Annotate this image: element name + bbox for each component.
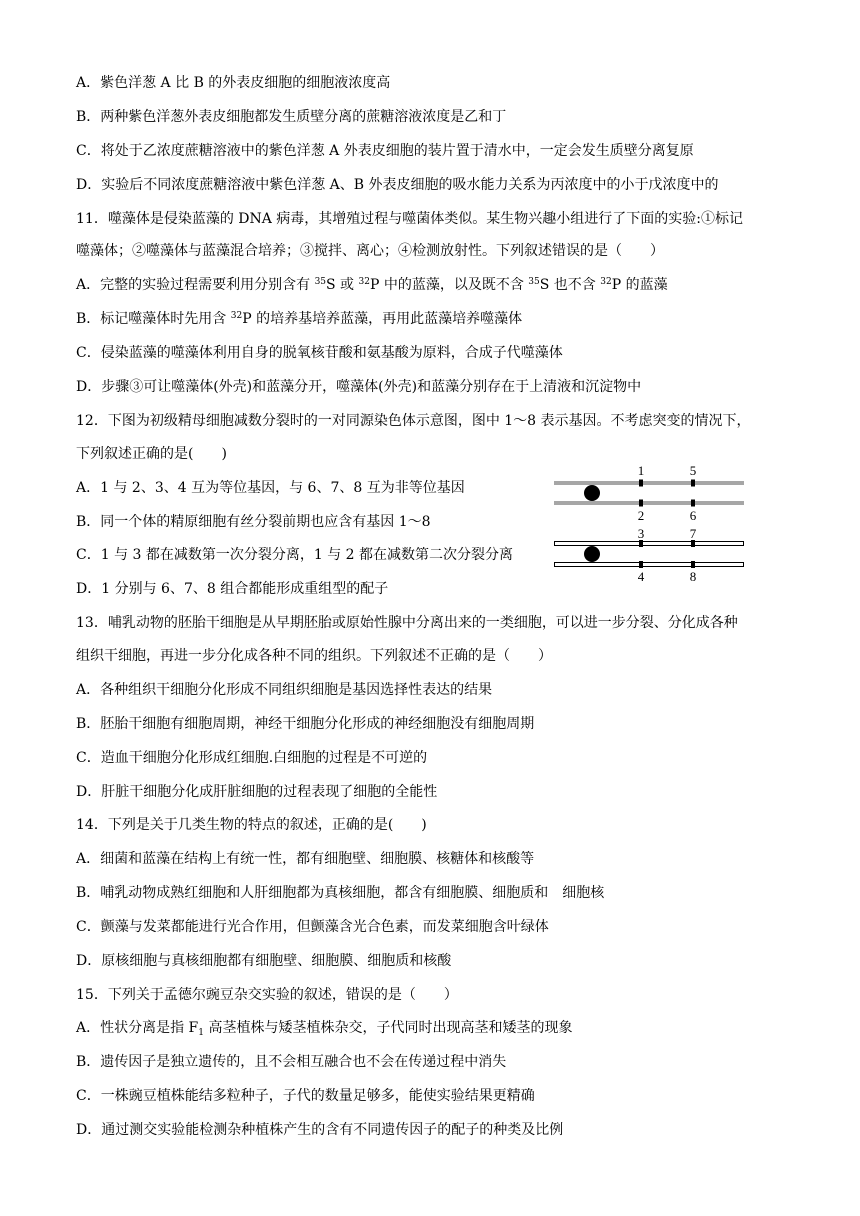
gene-mark-4 (639, 561, 643, 568)
chromatid-upper-2 (554, 501, 744, 505)
gene-mark-1 (639, 480, 643, 487)
q10-option-c: C．将处于乙浓度蔗糖溶液中的紫色洋葱 A 外表皮细胞的装片置于清水中，一定会发生质壁分离复原 (76, 143, 694, 159)
q11-option-b (76, 309, 522, 329)
gene-label-8: 8 (689, 569, 697, 584)
chromosome-diagram (552, 460, 752, 586)
q14-option-a: A．细菌和蓝藻在结构上有统一性，都有细胞壁、细胞膜、核糖体和核酸等 (76, 851, 535, 867)
q11-option-a-text5: P 的蓝藻 (611, 277, 668, 293)
isotope-mass-number: 32 (230, 311, 243, 321)
isotope-mass-number: 35 (528, 277, 540, 287)
gene-mark-7 (691, 540, 695, 547)
chromatid-lower-1 (555, 542, 744, 546)
gene-mark-6 (691, 500, 695, 507)
q12-option-b: B．同一个体的精原细胞有丝分裂前期也应含有基因 1～8 (76, 514, 431, 530)
homologous-chromosome-figure (552, 460, 752, 586)
isotope-mass-number: 35 (314, 277, 327, 287)
q13-option-a: A．各种组织干细胞分化形成不同组织细胞是基因选择性表达的结果 (76, 682, 493, 698)
q11-option-a-text2: S 或 (326, 277, 359, 293)
chromatid-upper-1 (554, 481, 744, 485)
isotope-mass-number: 32 (600, 277, 612, 287)
q15-stem: 15．下列关于孟德尔豌豆杂交实验的叙述，错误的是（ ） (76, 987, 458, 1003)
q13-stem-line2: 组织干细胞，再进一步分化成各种不同的组织。下列叙述不正确的是（ ） (76, 648, 552, 664)
q12-stem-line1: 12．下图为初级精母细胞减数分裂时的一对同源染色体示意图，图中 1～8 表示基因。不考虑突变的情况下， (76, 413, 751, 429)
gene-mark-3 (639, 540, 643, 547)
gene-mark-5 (691, 480, 695, 487)
q15-option-a-text1: A．性状分离是指 F (76, 1020, 199, 1036)
gene-label-7: 7 (689, 526, 697, 541)
f1-subscript: 1 (198, 1028, 205, 1038)
q14-stem: 14．下列是关于几类生物的特点的叙述，正确的是( ) (76, 817, 427, 833)
q10-option-b: B．两种紫色洋葱外表皮细胞都发生质壁分离的蔗糖溶液浓度是乙和丁 (76, 109, 507, 125)
gene-label-1: 1 (637, 463, 645, 478)
q11-option-d: D．步骤③可让噬藻体(外壳)和蓝藻分开，噬藻体(外壳)和蓝藻分别存在于上清液和沉淀物中 (76, 379, 642, 395)
q11-stem-line2: 噬藻体；②噬藻体与蓝藻混合培养；③搅拌、离心；④检测放射性。下列叙述错误的是（ ） (76, 243, 664, 259)
q14-option-c: C．颤藻与发菜都能进行光合作用，但颤藻含光合色素，而发菜细胞含叶绿体 (76, 919, 549, 935)
centromere-upper (584, 485, 600, 501)
gene-label-2: 2 (637, 508, 645, 523)
q13-option-b: B．胚胎干细胞有细胞周期，神经干细胞分化形成的神经细胞没有细胞周期 (76, 716, 535, 732)
q14-option-b: B．哺乳动物成熟红细胞和人肝细胞都为真核细胞，都含有细胞膜、细胞质和 细胞核 (76, 885, 605, 901)
gene-label-5: 5 (689, 463, 697, 478)
q10-option-a: A．紫色洋葱 A 比 B 的外表皮细胞的细胞液浓度高 (76, 75, 391, 91)
q14-option-d: D．原核细胞与真核细胞都有细胞壁、细胞膜、细胞质和核酸 (76, 953, 452, 969)
q13-stem-line1: 13．哺乳动物的胚胎干细胞是从早期胚胎或原始性腺中分离出来的一类细胞，可以进一步分裂、分化成各种 (76, 615, 738, 631)
q15-option-a-text2: 高茎植株与矮茎植株杂交，子代同时出现高茎和矮茎的现象 (204, 1020, 573, 1036)
q11-option-a-text4: S 也不含 (539, 277, 601, 293)
q11-option-b-text1: B．标记噬藻体时先用含 (76, 311, 231, 327)
q15-option-b: B．遗传因子是独立遗传的，且不会相互融合也不会在传递过程中消失 (76, 1054, 507, 1070)
q12-stem-line2: 下列叙述正确的是( ) (76, 446, 227, 462)
q12-option-a: A．1 与 2、3、4 互为等位基因，与 6、7、8 互为非等位基因 (76, 480, 465, 496)
q11-option-a (76, 275, 668, 295)
q15-option-d: D．通过测交实验能检测杂种植株产生的含有不同遗传因子的配子的种类及比例 (76, 1122, 564, 1138)
q15-option-a (76, 1018, 572, 1038)
q13-option-d: D．肝脏干细胞分化成肝脏细胞的过程表现了细胞的全能性 (76, 784, 438, 800)
q10-option-d: D．实验后不同浓度蔗糖溶液中紫色洋葱 A、B 外表皮细胞的吸水能力关系为丙浓度中的小于戊浓度中的 (76, 177, 719, 193)
q11-option-a-text3: P 中的蓝藻，以及既不含 (369, 277, 529, 293)
q12-option-c: C．1 与 3 都在减数第一次分裂分离，1 与 2 都在减数第二次分裂分离 (76, 547, 514, 563)
gene-mark-2 (639, 500, 643, 507)
q11-option-c: C．侵染蓝藻的噬藻体利用自身的脱氧核苷酸和氨基酸为原料，合成子代噬藻体 (76, 345, 563, 361)
chromatid-lower-2 (555, 563, 744, 567)
gene-label-3: 3 (637, 526, 645, 541)
q15-option-c: C．一株豌豆植株能结多粒种子，子代的数量足够多，能使实验结果更精确 (76, 1088, 535, 1104)
gene-mark-8 (691, 561, 695, 568)
q11-option-a-text1: A．完整的实验过程需要利用分别含有 (76, 277, 315, 293)
centromere-lower (584, 546, 600, 562)
q13-option-c: C．造血干细胞分化形成红细胞.白细胞的过程是不可逆的 (76, 750, 428, 766)
isotope-mass-number: 32 (358, 277, 370, 287)
q11-stem-line1: 11．噬藻体是侵染蓝藻的 DNA 病毒，其增殖过程与噬菌体类似。某生物兴趣小组进行了下面的实验:①标记 (76, 211, 744, 227)
gene-label-6: 6 (689, 508, 697, 523)
gene-label-4: 4 (637, 569, 645, 584)
q12-option-d: D．1 分别与 6、7、8 组合都能形成重组型的配子 (76, 581, 389, 597)
q11-option-b-text2: P 的培养基培养蓝藻，再用此蓝藻培养噬藻体 (242, 311, 523, 327)
